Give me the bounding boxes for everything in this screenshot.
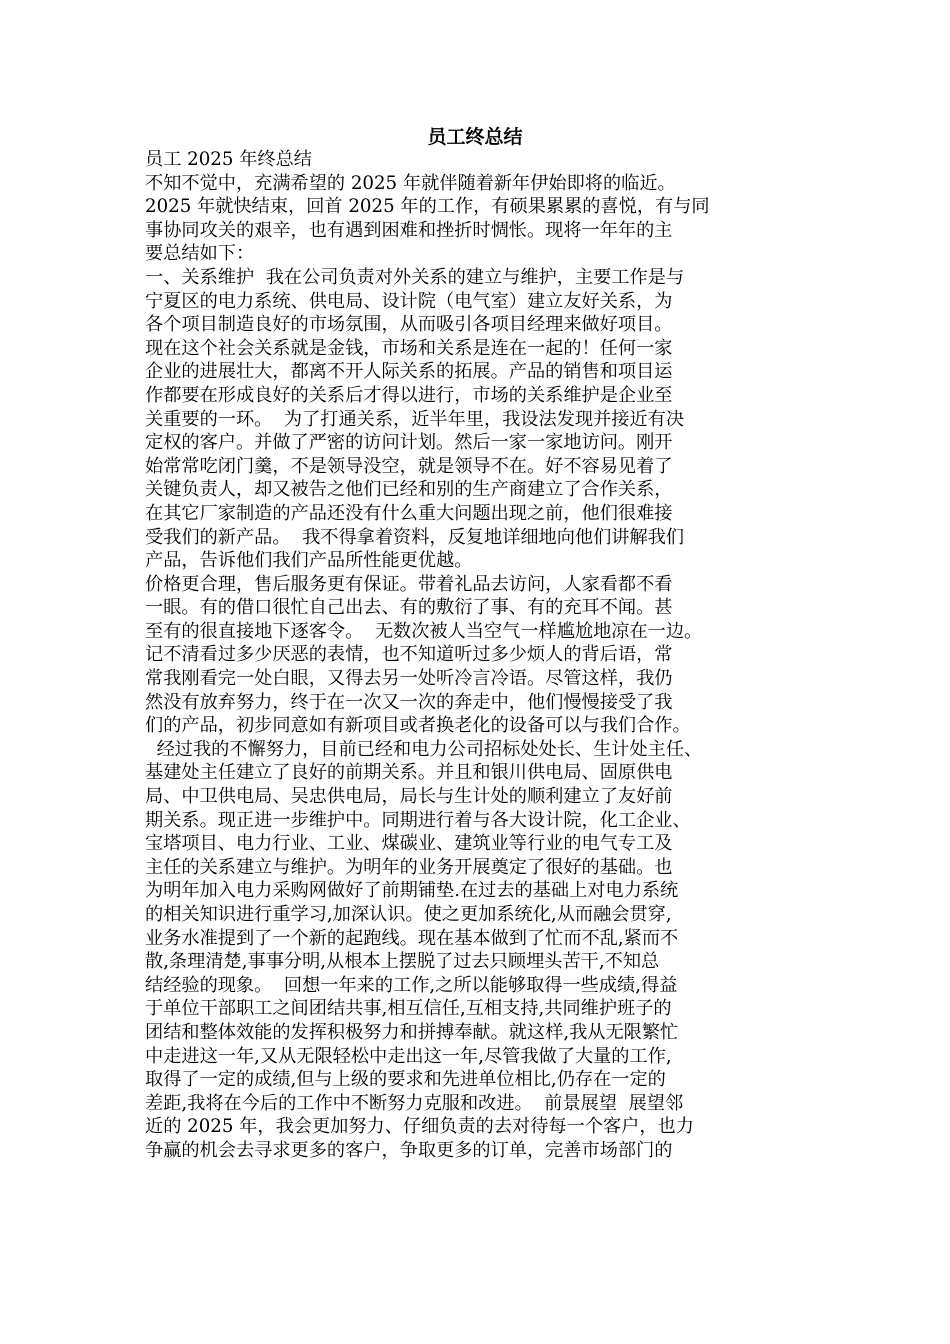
body-line: 的相关知识进行重学习,加深认识。使之更加系统化,从而融会贯穿, <box>145 904 672 925</box>
body-line: 一眼。有的借口很忙自己出去、有的敷衍了事、有的充耳不闻。甚 <box>145 597 673 619</box>
body-line: 价格更合理，售后服务更有保证。带着礼品去访问，人家看都不看 <box>145 573 673 595</box>
document-body <box>145 148 825 1163</box>
body-line: 各个项目制造良好的市场氛围，从而吸引各项目经理来做好项目。 <box>145 314 673 336</box>
body-line: 基建处主任建立了良好的前期关系。并且和银川供电局、固原供电 <box>145 762 673 784</box>
body-line: 取得了一定的成绩,但与上级的要求和先进单位相比,仍存在一定的 <box>145 1069 666 1091</box>
body-line: 要总结如下： <box>145 243 255 265</box>
body-line: 期关系。现正进一步维护中。同期进行着与各大设计院，化工企业、 <box>145 809 691 831</box>
body-line: 宝塔项目、电力行业、工业、煤碳业、建筑业等行业的电气专工及 <box>145 833 673 855</box>
body-line: 于单位干部职工之间团结共事,相互信任,互相支持,共同维护班子的 <box>145 998 672 1020</box>
body-line: 散,条理清楚,事事分明,从根本上摆脱了过去只顾埋头苦干,不知总 <box>145 951 660 973</box>
body-line: 中走进这一年,又从无限轻松中走出这一年,尽管我做了大量的工作, <box>145 1045 672 1067</box>
body-line: 关键负责人，却又被告之他们已经和别的生产商建立了合作关系， <box>145 479 673 501</box>
body-line: 争赢的机会去寻求更多的客户，争取更多的订单，完善市场部门的 <box>145 1139 673 1161</box>
body-line: 为明年加入电力采购网做好了前期铺垫.在过去的基础上对电力系统 <box>145 880 679 902</box>
body-line: 产品，告诉他们我们产品所性能更优越。 <box>145 550 473 572</box>
body-line: 常我刚看完一处白眼，又得去另一处听冷言冷语。尽管这样，我仍 <box>145 668 673 690</box>
body-line: 关重要的一环。 为了打通关系，近半年里，我设法发现并接近有决 <box>145 408 685 430</box>
body-line: 员工 2025 年终总结 <box>145 149 312 170</box>
body-line: 定权的客户。并做了严密的访问计划。然后一家一家地访问。刚开 <box>145 432 673 454</box>
body-line: 作都要在形成良好的关系后才得以进行，市场的关系维护是企业至 <box>145 384 673 406</box>
body-line: 业务水准提到了一个新的起跑线。现在基本做到了忙而不乱,紧而不 <box>145 927 679 949</box>
body-line: 不知不觉中，充满希望的 2025 年就伴随着新年伊始即将的临近。 <box>145 172 676 194</box>
body-line: 团结和整体效能的发挥积极努力和拼搏奉献。就这样,我从无限繁忙 <box>145 1021 679 1043</box>
body-line: 一、关系维护 我在公司负责对外关系的建立与维护，主要工作是与 <box>145 266 685 288</box>
body-line: 结经验的现象。 回想一年来的工作,之所以能够取得一些成绩,得益 <box>145 974 678 996</box>
body-line: 近的 2025 年，我会更加努力、仔细负责的去对待每一个客户，也力 <box>145 1116 694 1138</box>
body-line: 们的产品，初步同意如有新项目或者换老化的设备可以与我们合作。 <box>145 715 691 737</box>
body-line: 受我们的新产品。 我不得拿着资料，反复地详细地向他们讲解我们 <box>145 526 685 548</box>
body-line: 局、中卫供电局、吴忠供电局，局长与生计处的顺利建立了友好前 <box>145 786 673 808</box>
body-line: 企业的进展壮大，都离不开人际关系的拓展。产品的销售和项目运 <box>145 361 673 383</box>
body-line: 主任的关系建立与维护。为明年的业务开展奠定了很好的基础。也 <box>145 856 673 878</box>
body-line: 在其它厂家制造的产品还没有什么重大问题出现之前，他们很难接 <box>145 502 673 524</box>
body-line: 始常常吃闭门羹，不是领导没空，就是领导不在。好不容易见着了 <box>145 455 673 477</box>
body-line: 至有的很直接地下逐客令。 无数次被人当空气一样尴尬地凉在一边。 <box>145 620 703 642</box>
document-title: 员工终总结 <box>427 126 523 148</box>
body-line: 宁夏区的电力系统、供电局、设计院（电气室）建立友好关系，为 <box>145 290 673 312</box>
body-line: 现在这个社会关系就是金钱，市场和关系是连在一起的！任何一家 <box>145 337 673 359</box>
body-line: 记不清看过多少厌恶的表情，也不知道听过多少烦人的背后语，常 <box>145 644 673 666</box>
body-line: 2025 年就快结束，回首 2025 年的工作，有硕果累累的喜悦，有与同 <box>145 196 710 218</box>
body-line: 差距,我将在今后的工作中不断努力克服和改进。 前景展望 展望邻 <box>145 1092 684 1114</box>
body-line: 经过我的不懈努力，目前已经和电力公司招标处处长、生计处主任、 <box>145 738 703 760</box>
body-line: 事协同攻关的艰辛，也有遇到困难和挫折时惆怅。现将一年年的主 <box>145 219 673 241</box>
body-line: 然没有放弃努力，终于在一次又一次的奔走中，他们慢慢接受了我 <box>145 691 673 713</box>
